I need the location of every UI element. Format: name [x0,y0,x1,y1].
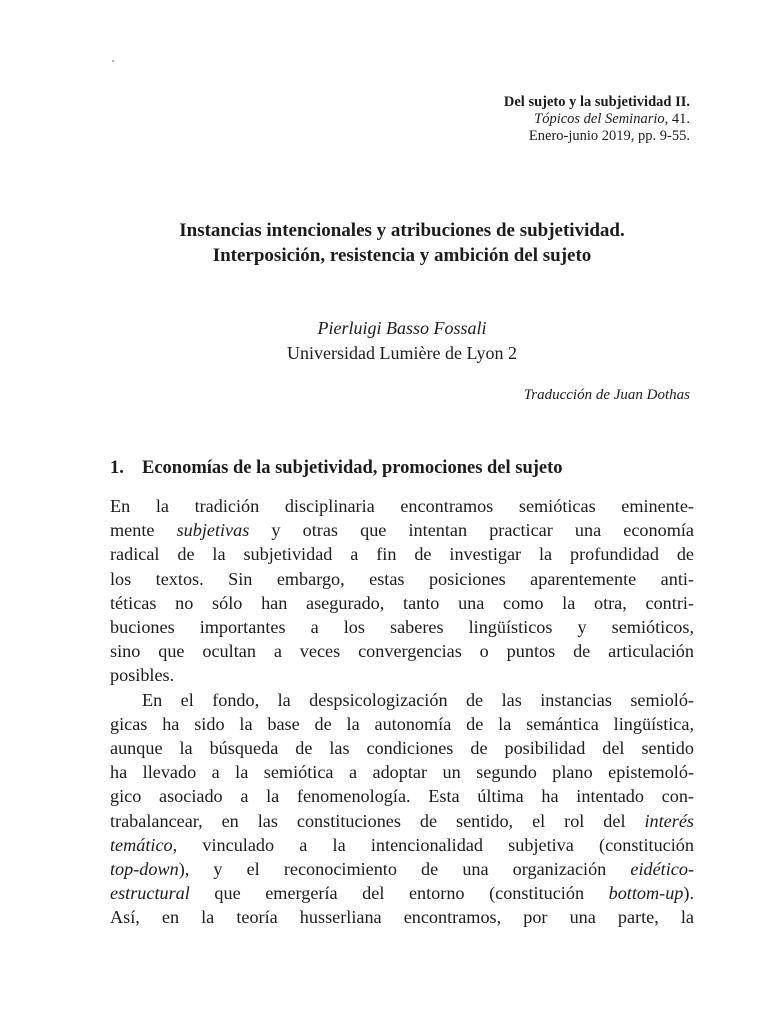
italic-term: temático [110,834,173,855]
article-title-line2: Interposición, resistencia y ambición del sujeto [212,245,592,266]
text-line [110,809,694,833]
section-title: Economías de la subjetividad, promociones del sujeto [142,458,563,478]
italic-term: estructural [110,883,190,904]
italic-term: top-down [110,859,179,880]
text-line [110,857,694,881]
translator-credit: Traducción de Juan Dothas [523,387,690,403]
journal-series-name: Tópicos del Seminario [534,111,665,127]
article-title-line1: Instancias intencionales y atribuciones de subjetividad. [179,220,625,241]
text-run: ), y el reconocimiento de una organización [178,859,631,880]
text-line: aunque la búsqueda de las condiciones de posibilidad del sentido [110,738,694,759]
section-heading [110,456,694,480]
text-line: gico asociado a la fenomenología. Esta última ha intentado con- [110,786,694,807]
text-line: Así, en la teoría husserliana encontramos, por una parte, la [110,907,694,928]
italic-term: interés [644,810,694,831]
italic-term: subjetivas [176,520,250,541]
text-line: los textos. Sin embargo, estas posiciones aparentemente anti- [110,568,694,589]
text-line: radical de la subjetividad a fin de investigar la profundidad de [110,544,694,565]
journal-series [270,111,690,128]
author-block [110,316,694,366]
text-line: sino que ocultan a veces convergencias o puntos de articulación [110,641,694,662]
journal-title: Del sujeto y la subjetividad II. [503,94,690,110]
italic-term: eidético- [630,859,694,880]
text-run: mente [110,520,177,541]
text-line: téticas no sólo han asegurado, tanto una como la otra, contri- [110,592,694,613]
text-line: En el fondo, la despsicologización de las instancias semioló- [142,689,694,710]
author-affiliation: Universidad Lumière de Lyon 2 [287,343,517,363]
text-line: buciones importantes a los saberes lingüísticos y semióticos, [110,617,694,638]
text-run: ). [683,883,694,904]
paragraph-1 [110,494,694,688]
text-line: posibles. [110,665,175,686]
text-run: que emergería del entorno (constitución [189,883,609,904]
text-run: , vinculado a la intencionalidad subjetiva (constitución [172,834,694,855]
article-title [110,218,694,268]
italic-term: bottom-up [608,883,684,904]
journal-issue: , 41. [664,111,690,127]
author-name: Pierluigi Basso Fossali [317,318,487,338]
text-line: gicas ha sido la base de la autonomía de la semántica lingüística, [110,713,694,734]
text-line: En la tradición disciplinaria encontramos semióticas eminente- [110,496,694,516]
paragraph-2 [110,688,694,930]
text-run: y otras que intentan practicar una economía [249,520,694,541]
text-line: ha llevado a la semiótica a adoptar un segundo plano epistemoló- [110,762,694,783]
text-line [110,881,694,905]
text-line [110,518,694,542]
body-text [110,494,694,930]
journal-header [270,94,690,145]
section-number: 1. [110,458,124,478]
journal-date-pages: Enero-junio 2019, pp. 9-55. [528,128,690,144]
text-run: trabalancear, en las constituciones de sentido, el rol del [110,810,645,831]
text-line [110,833,694,857]
speck-mark [112,60,114,62]
